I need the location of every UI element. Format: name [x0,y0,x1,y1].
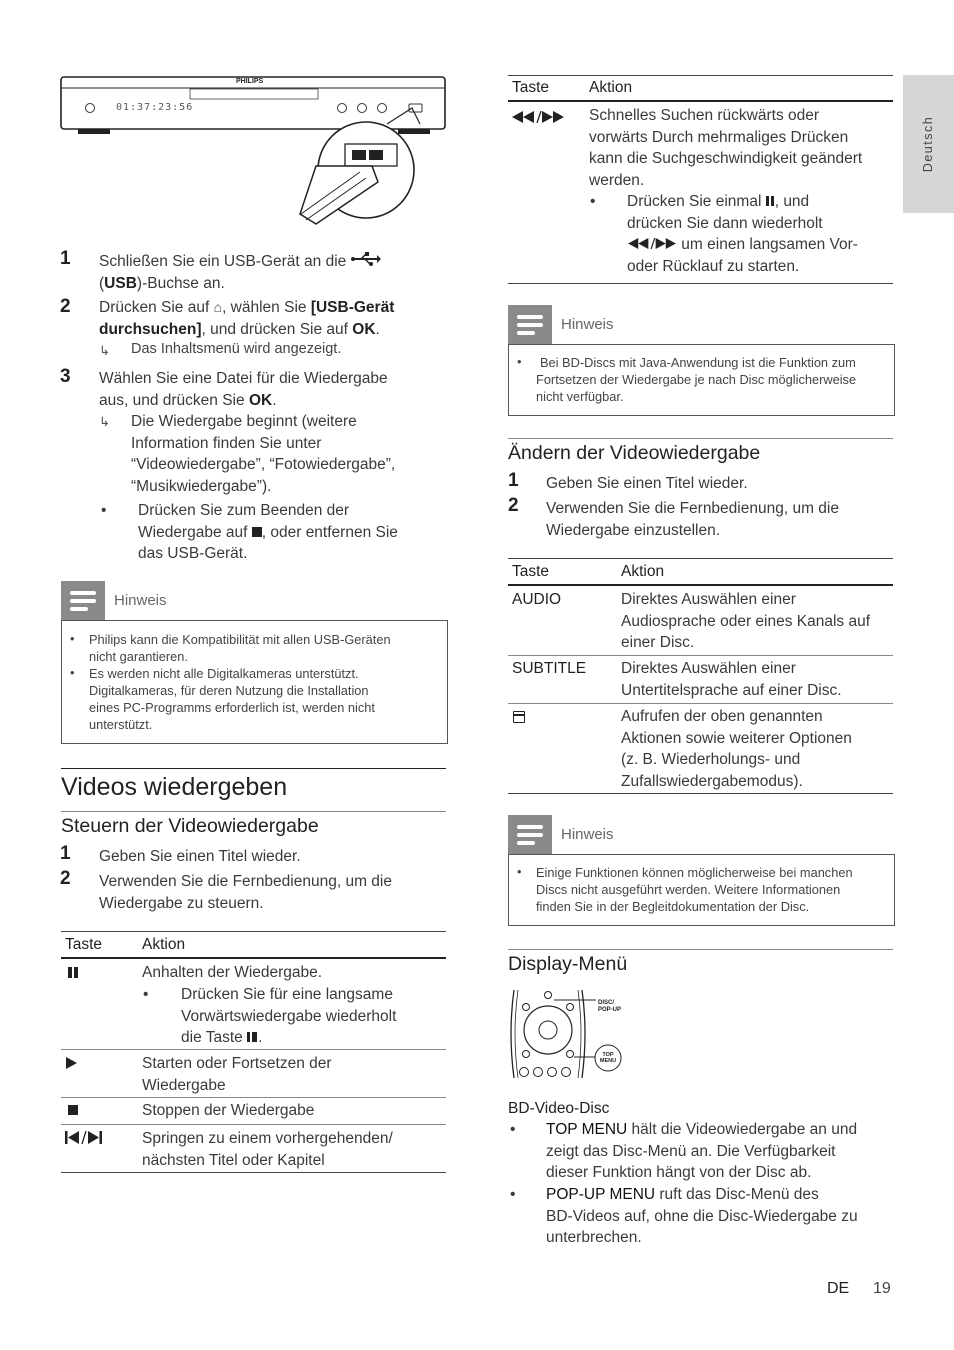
table-bottom-rule [508,283,893,284]
step-result: Die Wiedergabe beginnt (weitere Information finden Sie unter “Videowiedergabe”, “Fotowiedergabe”, “Musikwiedergabe”). [131,413,396,495]
home-icon: ⌂ [213,299,223,315]
options-icon [513,711,525,723]
note-label: Hinweis [561,826,614,843]
prev-next-icon [65,1131,103,1149]
rewind-forward-icon [627,238,677,249]
table-top-rule [61,931,446,932]
subsection-rule [508,949,893,950]
bullet-text: Drücken Sie zum Beenden der Wiedergabe auf , oder entfernen Sie das USB-Gerät. [138,502,398,562]
step-number: 2 [60,868,71,889]
step-number: 1 [60,843,71,864]
step-number: 1 [508,470,519,491]
row-action: Direktes Auswählen einer Audiosprache oder eines Kanals auf einer Disc. [621,591,871,651]
remote-label-disc-popup: DISC/ POP-UP [598,1000,622,1013]
subsection-title: Steuern der Videowiedergabe [61,815,319,837]
row-action: Stoppen der Wiedergabe [142,1102,315,1119]
row-action: Schnelles Suchen rückwärts oder vorwärts Durch mehrmaliges Drücken kann die Suchgeschwindigkeit geändert werden. [589,107,863,189]
row-rule [61,1097,446,1098]
row-action: Springen zu einem vorhergehenden/ nächsten Titel oder Kapitel [142,1130,393,1169]
section-title: Videos wiedergeben [61,773,288,801]
subsection-rule [508,438,893,439]
remote-control-illustration [508,988,628,1080]
stop-icon [252,527,262,537]
table-header-rule [61,957,446,959]
player-display: 01:37:23:56 [116,102,194,113]
note-label: Hinweis [114,592,167,609]
bullet-icon: • [590,193,596,210]
table-header-rule [508,100,893,102]
table-header-rule [508,584,893,586]
table-top-rule [508,558,893,559]
row-key: SUBTITLE [512,660,587,677]
table-header-key: Taste [512,563,550,580]
row-action: Direktes Auswählen einer Untertitelsprache auf einer Disc. [621,660,842,699]
note-icon [61,581,105,620]
player-illustration-svg [60,74,448,234]
step-text: Geben Sie einen Titel wieder. [546,475,748,492]
row-rule [508,655,893,656]
remote-label-top-menu: TOP MENU [599,1052,617,1064]
table-header-action: Aktion [142,936,186,953]
row-action: Anhalten der Wiedergabe. [142,964,323,981]
table-bottom-rule [61,1172,446,1173]
table-header-action: Aktion [621,563,665,580]
step-text: Wählen Sie eine Datei für die Wiedergabe aus, und drücken Sie OK. [99,370,388,409]
bullet-icon: • [101,502,107,519]
step-number: 2 [60,296,71,317]
table-bottom-rule [508,793,893,794]
play-icon [66,1057,77,1069]
usb-icon [351,252,381,266]
player-brand: PHILIPS [236,78,264,85]
table-top-rule [508,75,893,76]
note-icon [508,305,552,344]
bullet-icon: • [510,1186,516,1203]
language-side-tab-label: Deutsch [921,115,935,173]
table-header-action: Aktion [589,79,633,96]
subsection-rule [61,811,446,812]
result-arrow-icon: ↳ [99,343,110,358]
step-number: 3 [60,366,71,387]
row-rule [61,1124,446,1125]
footer-language: DE [827,1280,850,1297]
stop-icon [68,1105,78,1115]
step-text: Verwenden Sie die Fernbedienung, um die Wiedergabe einzustellen. [546,500,839,539]
row-action: Aufrufen der oben genannten Aktionen sowie weiterer Optionen (z. B. Wiederholungs- und Zufallswiedergabemodus). [621,708,852,790]
subsection-title: Display-Menü [508,953,628,975]
pause-icon [247,1032,252,1042]
step-number: 1 [60,248,71,269]
step-text: Verwenden Sie die Fernbedienung, um die Wiedergabe zu steuern. [99,873,392,912]
subsection-title: Ändern der Videowiedergabe [508,442,761,464]
table-header-key: Taste [65,936,103,953]
bullet-text: POP-UP MENU ruft das Disc-Menü des BD-Videos auf, ohne die Disc-Wiedergabe zu unterbrechen. [546,1186,858,1246]
rewind-forward-icon [512,110,564,128]
bullet-icon: • [143,986,149,1003]
step-text: Drücken Sie auf ⌂, wählen Sie [USB-Gerät durchsuchen], und drücken Sie auf OK. [99,299,395,338]
row-rule [508,703,893,704]
step-text: Geben Sie einen Titel wieder. [99,848,301,865]
bullet-text: TOP MENU hält die Videowiedergabe an und zeigt das Disc-Menü an. Die Verfügbarkeit dieser Funktion hängt von der Disc ab. [546,1121,858,1181]
pause-icon [766,196,769,206]
result-arrow-icon: ↳ [99,414,110,429]
row-key: AUDIO [512,591,562,608]
player-usb-illustration [60,74,448,234]
section-rule [61,768,446,769]
row-sub-text: Drücken Sie einmal , und drücken Sie dann wiederholt um einen langsamen Vor- oder Rücklauf zu starten. [627,193,858,275]
row-sub-text: Drücken Sie für eine langsame Vorwärtswiedergabe wiederholt die Taste . [181,986,397,1046]
bd-video-heading: BD-Video-Disc [508,1100,610,1117]
table-header-key: Taste [512,79,550,96]
pause-icon [68,967,79,978]
note-icon [508,815,552,854]
row-rule [61,1049,446,1050]
row-action: Starten oder Fortsetzen der Wiedergabe [142,1055,332,1094]
step-text: Schließen Sie ein USB-Gerät an die (USB)-Buchse an. [99,251,439,294]
step-number: 2 [508,495,519,516]
page-number: 19 [873,1280,891,1297]
note-label: Hinweis [561,316,614,333]
bullet-icon: • [510,1121,516,1138]
step-result: Das Inhaltsmenü wird angezeigt. [131,341,342,357]
